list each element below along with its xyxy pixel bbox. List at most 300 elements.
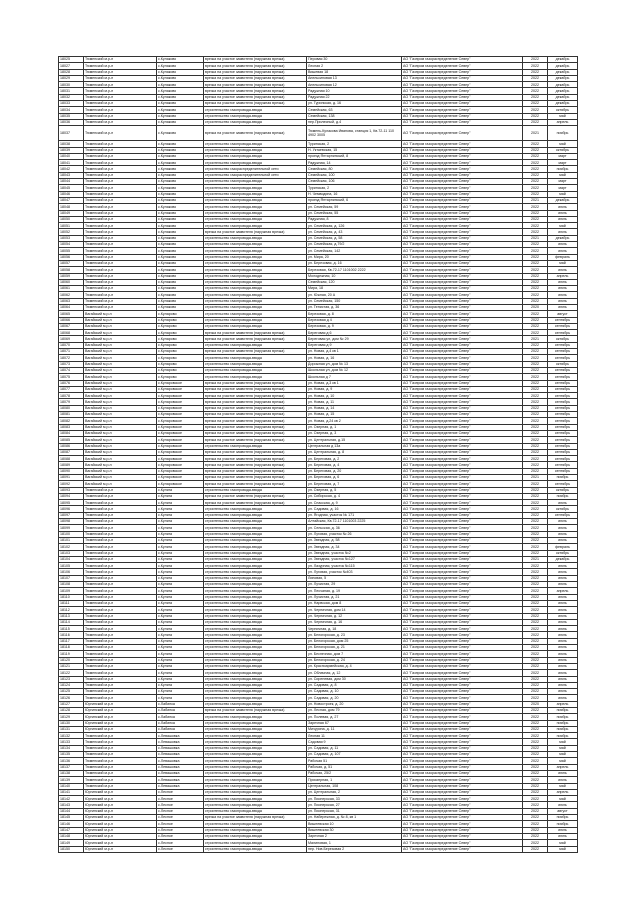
cell-address: Рабочая 51 [307, 758, 402, 764]
cell-district: Вагайский м.р-н [84, 393, 157, 399]
cell-year: 2022 [523, 626, 548, 632]
cell-year: 2022 [523, 682, 548, 688]
cell-address: ул. Березовая, д. 16 [307, 260, 402, 266]
cell-row-number: 18127 [59, 701, 84, 707]
cell-row-number: 18145 [59, 815, 84, 821]
cell-month: июль [548, 519, 578, 525]
cell-work-type: строительство газопровода-ввода [204, 512, 307, 518]
cell-year: 2022 [523, 720, 548, 726]
cell-row-number: 18060 [59, 279, 84, 285]
cell-row-number: 18070 [59, 342, 84, 348]
cell-work-type: строительство газопровода-ввода [204, 304, 307, 310]
cell-settlement: с.Левашовка [157, 764, 204, 770]
cell-settlement: с.Лесное [157, 833, 204, 839]
cell-work-type: строительство газопровода-ввода [204, 600, 307, 606]
cell-district: Вагайский м.р-н [84, 323, 157, 329]
cell-address: ул. Семейская, д.79/2 [307, 242, 402, 248]
cell-month: июнь [548, 304, 578, 310]
cell-row-number: 18142 [59, 796, 84, 802]
cell-work-type: врезка на участке заявителя (наружная врезка) [204, 88, 307, 94]
cell-year: 2022 [523, 380, 548, 386]
cell-work-type: врезка на участке заявителя (наружная врезка) [204, 424, 307, 430]
cell-district: Вагайский м.р-н [84, 481, 157, 487]
cell-address: Береговая д 6 [307, 330, 402, 336]
cell-work-type: строительство газопровода-ввода [204, 185, 307, 191]
cell-district: Тюменский м.р-н [84, 172, 157, 178]
cell-district: Тюменский м.р-н [84, 556, 157, 562]
cell-work-type: строительство газопровода-ввода [204, 525, 307, 531]
cell-settlement: с.Кулига [157, 487, 204, 493]
cell-district: Тюменский м.р-н [84, 582, 157, 588]
cell-organization: АО "Газпром газораспределение Север" [402, 101, 523, 107]
cell-organization: АО "Газпром газораспределение Север" [402, 493, 523, 499]
cell-organization: АО "Газпром газораспределение Север" [402, 556, 523, 562]
cell-organization: АО "Газпром газораспределение Север" [402, 405, 523, 411]
cell-row-number: 18041 [59, 160, 84, 166]
cell-organization: АО "Газпром газораспределение Север" [402, 833, 523, 839]
cell-work-type: врезка на участке заявителя (наружная врезка) [204, 57, 307, 63]
cell-year: 2022 [523, 248, 548, 254]
cell-settlement: с.Левашовка [157, 752, 204, 758]
cell-settlement: с.Кулаково [157, 185, 204, 191]
cell-month: сентябрь [548, 323, 578, 329]
cell-year: 2022 [523, 94, 548, 100]
cell-work-type: строительство газопровода-ввода [204, 191, 307, 197]
cell-row-number: 18104 [59, 556, 84, 562]
cell-settlement: с.Кулига [157, 588, 204, 594]
cell-row-number: 18107 [59, 575, 84, 581]
cell-district: Тюменский м.р-н [84, 600, 157, 606]
cell-month: июнь [548, 626, 578, 632]
cell-settlement: с.Кулаково [157, 254, 204, 260]
cell-organization: АО "Газпром газораспределение Север" [402, 418, 523, 424]
cell-row-number: 18084 [59, 430, 84, 436]
cell-row-number: 18059 [59, 273, 84, 279]
cell-address: ул. Звездная, участок №127 [307, 556, 402, 562]
cell-settlement: с.Кулаково [157, 107, 204, 113]
cell-row-number: 18140 [59, 783, 84, 789]
cell-year: 2022 [523, 405, 548, 411]
cell-work-type: строительство газопровода-ввода [204, 846, 307, 852]
cell-work-type: строительство газопровода-ввода [204, 147, 307, 153]
cell-settlement: с.Кулига [157, 544, 204, 550]
cell-settlement: с.Кулаково [157, 267, 204, 273]
cell-settlement: с.Кулаково [157, 204, 204, 210]
cell-year: 2022 [523, 367, 548, 373]
cell-work-type: врезка на участке заявителя (наружная врезка) [204, 349, 307, 355]
cell-district: Тюменский м.р-н [84, 689, 157, 695]
cell-settlement: с.Куларовское [157, 380, 204, 386]
cell-district: Юргинский м.р-н [84, 815, 157, 821]
cell-organization: АО "Газпром газораспределение Север" [402, 764, 523, 770]
cell-work-type: врезка на участке заявителя (наружная врезка) [204, 475, 307, 481]
cell-settlement: с.Лесное [157, 808, 204, 814]
cell-district: Тюменский м.р-н [84, 75, 157, 81]
cell-month: май [548, 113, 578, 119]
cell-organization: АО "Газпром газораспределение Север" [402, 808, 523, 814]
cell-settlement: с.Куларовское [157, 405, 204, 411]
cell-work-type: строительство газопровода-ввода [204, 777, 307, 783]
cell-district: Юргинский м.р-н [84, 726, 157, 732]
cell-settlement: с.Куларовское [157, 418, 204, 424]
cell-work-type: строительство газопровода-ввода [204, 267, 307, 273]
cell-organization: АО "Газпром газораспределение Север" [402, 600, 523, 606]
cell-district: Тюменский м.р-н [84, 101, 157, 107]
cell-year: 2022 [523, 330, 548, 336]
cell-address: Лесная 11 [307, 733, 402, 739]
cell-row-number: 18112 [59, 607, 84, 613]
cell-settlement: с.Левашовка [157, 770, 204, 776]
cell-organization: АО "Газпром газораспределение Север" [402, 462, 523, 468]
cell-year: 2022 [523, 670, 548, 676]
cell-organization: АО "Газпром газораспределение Север" [402, 317, 523, 323]
cell-month: ноябрь [548, 166, 578, 172]
cell-district: Юргинский м.р-н [84, 840, 157, 846]
cell-month: июль [548, 827, 578, 833]
cell-organization: АО "Газпром газораспределение Север" [402, 745, 523, 751]
cell-organization: АО "Газпром газораспределение Север" [402, 500, 523, 506]
cell-year: 2022 [523, 185, 548, 191]
cell-organization: АО "Газпром газораспределение Север" [402, 330, 523, 336]
cell-settlement: с.Куларово [157, 349, 204, 355]
cell-address: ул. Нарвская, дом 8 [307, 600, 402, 606]
cell-month: октябрь [548, 550, 578, 556]
cell-organization: АО "Газпром газораспределение Север" [402, 242, 523, 248]
cell-organization: АО "Газпром газораспределение Север" [402, 752, 523, 758]
cell-address: Вишевая 18 [307, 69, 402, 75]
cell-row-number: 18071 [59, 349, 84, 355]
cell-organization: АО "Газпром газораспределение Север" [402, 651, 523, 657]
cell-month: ноябрь [548, 815, 578, 821]
cell-address: ул. Семейская, д. 43 [307, 229, 402, 235]
cell-month: май [548, 840, 578, 846]
cell-organization: АО "Газпром газораспределение Север" [402, 304, 523, 310]
cell-organization: АО "Газпром газораспределение Север" [402, 342, 523, 348]
cell-district: Тюменский м.р-н [84, 216, 157, 222]
cell-year: 2021 [523, 475, 548, 481]
cell-month: сентябрь [548, 349, 578, 355]
cell-address: ул. Новая, д. 11 [307, 399, 402, 405]
cell-year: 2022 [523, 550, 548, 556]
cell-year: 2022 [523, 796, 548, 802]
cell-month: июль [548, 582, 578, 588]
cell-year: 2022 [523, 279, 548, 285]
cell-address: Радужная 10 [307, 88, 402, 94]
cell-district: Тюменский м.р-н [84, 563, 157, 569]
cell-address: ул. Белогорская, д. 21 [307, 645, 402, 651]
cell-year: 2022 [523, 544, 548, 550]
cell-settlement: с.Кулига [157, 613, 204, 619]
cell-district: Тюменский м.р-н [84, 229, 157, 235]
cell-year: 2022 [523, 512, 548, 518]
cell-address: пер. Нов.Березовая 2 [307, 846, 402, 852]
cell-address: Заречная 2 [307, 833, 402, 839]
cell-settlement: с.Куларовское [157, 386, 204, 392]
cell-district: Вагайский м.р-н [84, 317, 157, 323]
cell-year: 2021 [523, 235, 548, 241]
cell-month: декабрь [548, 75, 578, 81]
cell-address: Малиновая, 1 [307, 840, 402, 846]
cell-month: сентябрь [548, 342, 578, 348]
cell-month: март [548, 179, 578, 185]
cell-month: ноябрь [548, 475, 578, 481]
cell-row-number: 18088 [59, 456, 84, 462]
cell-work-type: строительство газопровода-ввода [204, 569, 307, 575]
cell-year: 2022 [523, 802, 548, 808]
cell-work-type: строительство газопровода-ввода [204, 632, 307, 638]
cell-row-number: 18148 [59, 833, 84, 839]
cell-organization: АО "Газпром газораспределение Север" [402, 197, 523, 203]
cell-settlement: с.Кулига [157, 569, 204, 575]
cell-address: ул. Облачная, д. 12 [307, 670, 402, 676]
cell-settlement: с.Кулаково [157, 229, 204, 235]
cell-address: Семейская, 138 [307, 113, 402, 119]
cell-work-type: строительство газопровода-ввода [204, 821, 307, 827]
cell-settlement: с.Кулига [157, 506, 204, 512]
registry-sheet [58, 56, 578, 853]
cell-work-type: строительство газопровода-ввода [204, 733, 307, 739]
cell-row-number: 18061 [59, 286, 84, 292]
cell-address: Березовая, д. 9 [307, 323, 402, 329]
cell-work-type: врезка на участке заявителя (наружная врезка) [204, 468, 307, 474]
cell-month: сентябрь [548, 393, 578, 399]
cell-month: сентябрь [548, 367, 578, 373]
cell-district: Тюменский м.р-н [84, 267, 157, 273]
cell-address: Радужная, 8 [307, 216, 402, 222]
cell-year: 2022 [523, 456, 548, 462]
cell-work-type: строительство газопровода-ввода [204, 575, 307, 581]
cell-organization: АО "Газпром газораспределение Север" [402, 172, 523, 178]
cell-work-type: строительство газопровода-ввода [204, 355, 307, 361]
cell-organization: АО "Газпром газораспределение Север" [402, 802, 523, 808]
cell-district: Тюменский м.р-н [84, 645, 157, 651]
cell-month: октябрь [548, 107, 578, 113]
cell-settlement: с.Куларово [157, 323, 204, 329]
cell-month: июль [548, 632, 578, 638]
cell-district: Тюменский м.р-н [84, 191, 157, 197]
cell-organization: АО "Газпром газораспределение Север" [402, 519, 523, 525]
cell-work-type: строительство газопровода-ввода [204, 273, 307, 279]
cell-row-number: 18133 [59, 739, 84, 745]
cell-row-number: 18079 [59, 399, 84, 405]
cell-row-number: 18096 [59, 506, 84, 512]
cell-month: июль [548, 619, 578, 625]
cell-district: Тюменский м.р-н [84, 141, 157, 147]
cell-district: Юргинский м.р-н [84, 714, 157, 720]
cell-row-number: 18078 [59, 393, 84, 399]
cell-settlement: с.Куларовское [157, 437, 204, 443]
cell-district: Тюменский м.р-н [84, 235, 157, 241]
cell-month: декабрь [548, 235, 578, 241]
cell-organization: АО "Газпром газораспределение Север" [402, 361, 523, 367]
cell-month: сентябрь [548, 462, 578, 468]
cell-organization: АО "Газпром газораспределение Север" [402, 399, 523, 405]
cell-row-number: 18033 [59, 101, 84, 107]
cell-row-number: 18051 [59, 223, 84, 229]
cell-organization: АО "Газпром газораспределение Север" [402, 82, 523, 88]
cell-month: сентябрь [548, 412, 578, 418]
cell-district: Тюменский м.р-н [84, 197, 157, 203]
cell-settlement: с.Кулига [157, 607, 204, 613]
cell-year: 2022 [523, 317, 548, 323]
cell-work-type: строительство газопровода-ввода [204, 361, 307, 367]
cell-year: 2021 [523, 556, 548, 562]
cell-district: Вагайский м.р-н [84, 412, 157, 418]
cell-work-type: врезка на участке заявителя (наружная врезка) [204, 393, 307, 399]
cell-work-type: строительство газопровода-ввода [204, 323, 307, 329]
cell-work-type: врезка на участке заявителя (наружная врезка) [204, 412, 307, 418]
cell-organization: АО "Газпром газораспределение Север" [402, 619, 523, 625]
cell-organization: АО "Газпром газораспределение Север" [402, 298, 523, 304]
cell-settlement: с.Левашовка [157, 783, 204, 789]
cell-month: июнь [548, 695, 578, 701]
cell-district: Тюменский м.р-н [84, 242, 157, 248]
cell-settlement: с.Куларово [157, 330, 204, 336]
cell-month: июль [548, 682, 578, 688]
cell-row-number: 18105 [59, 563, 84, 569]
cell-organization: АО "Газпром газораспределение Север" [402, 412, 523, 418]
cell-year: 2022 [523, 342, 548, 348]
cell-year: 2022 [523, 82, 548, 88]
cell-work-type: строительство газопровода-ввода [204, 563, 307, 569]
cell-settlement: с.Кулаково [157, 292, 204, 298]
cell-address: ул. Сибирская, д. 4 [307, 493, 402, 499]
cell-address: ул. Лесная, дом 79 [307, 707, 402, 713]
cell-settlement: с.Кулига [157, 550, 204, 556]
cell-organization: АО "Газпром газораспределение Север" [402, 456, 523, 462]
cell-month: апрель [548, 789, 578, 795]
cell-month: сентябрь [548, 418, 578, 424]
cell-work-type: строительство газопровода-ввода [204, 638, 307, 644]
cell-work-type: строительство газопровода-ввода [204, 789, 307, 795]
cell-month: июль [548, 638, 578, 644]
cell-work-type: врезка на участке заявителя (наружная врезка) [204, 69, 307, 75]
cell-organization: АО "Газпром газораспределение Север" [402, 777, 523, 783]
cell-district: Тюменский м.р-н [84, 166, 157, 172]
cell-work-type: строительство газопровода-ввода [204, 210, 307, 216]
cell-year: 2020 [523, 304, 548, 310]
cell-organization: АО "Газпром газораспределение Север" [402, 720, 523, 726]
cell-row-number: 18123 [59, 676, 84, 682]
cell-organization: АО "Газпром газораспределение Север" [402, 544, 523, 550]
cell-month: апрель [548, 701, 578, 707]
cell-address: ул. Новая, д. 16 [307, 355, 402, 361]
cell-year: 2022 [523, 714, 548, 720]
cell-organization: АО "Газпром газораспределение Север" [402, 216, 523, 222]
cell-year: 2022 [523, 821, 548, 827]
cell-work-type: строительство газопровода-ввода [204, 342, 307, 348]
cell-organization: АО "Газпром газораспределение Север" [402, 374, 523, 380]
cell-month: май [548, 141, 578, 147]
cell-work-type: строительство газопровода-ввода [204, 153, 307, 159]
cell-organization: АО "Газпром газораспределение Север" [402, 126, 523, 141]
cell-address: ул. Садовая, д. 8 [307, 682, 402, 688]
cell-organization: АО "Газпром газораспределение Север" [402, 223, 523, 229]
cell-settlement: с.Куларовское [157, 412, 204, 418]
cell-address: ул. Озерная, д. 3 [307, 430, 402, 436]
cell-month: май [548, 260, 578, 266]
cell-year: 2022 [523, 229, 548, 235]
cell-district: Юргинский м.р-н [84, 808, 157, 814]
cell-year: 2022 [523, 393, 548, 399]
cell-row-number: 18136 [59, 758, 84, 764]
cell-organization: АО "Газпром газораспределение Север" [402, 107, 523, 113]
cell-district: Тюменский м.р-н [84, 764, 157, 770]
cell-settlement: с.Кулаково [157, 126, 204, 141]
cell-settlement: с.Куларовское [157, 393, 204, 399]
cell-address: Алтайская, Кв.72-17 1101003 2225 [307, 519, 402, 525]
cell-year: 2022 [523, 311, 548, 317]
cell-address: Вишневская 10 [307, 821, 402, 827]
cell-district: Тюменский м.р-н [84, 304, 157, 310]
cell-organization: АО "Газпром газораспределение Север" [402, 815, 523, 821]
cell-district: Тюменский м.р-н [84, 594, 157, 600]
cell-year: 2022 [523, 254, 548, 260]
cell-district: Тюменский м.р-н [84, 544, 157, 550]
cell-address: ул. Пионерская, 27 [307, 802, 402, 808]
cell-work-type: врезка на участке заявителя (наружная врезка) [204, 75, 307, 81]
cell-district: Вагайский м.р-н [84, 311, 157, 317]
cell-settlement: с.Кулаково [157, 166, 204, 172]
cell-row-number: 18044 [59, 179, 84, 185]
cell-row-number: 18108 [59, 582, 84, 588]
cell-row-number: 18122 [59, 670, 84, 676]
cell-settlement: с.Куларово [157, 311, 204, 317]
cell-address: Мичурина, д. 11 [307, 726, 402, 732]
cell-district: Тюменский м.р-н [84, 537, 157, 543]
cell-row-number: 18124 [59, 682, 84, 688]
cell-address: Туринская, 2 [307, 141, 402, 147]
cell-organization: АО "Газпром газораспределение Север" [402, 443, 523, 449]
cell-address: ул. Мира, 20 [307, 254, 402, 260]
cell-district: Тюменский м.р-н [84, 94, 157, 100]
cell-work-type: строительство газопровода-ввода [204, 657, 307, 663]
cell-organization: АО "Газпром газораспределение Север" [402, 386, 523, 392]
cell-row-number: 18083 [59, 424, 84, 430]
cell-row-number: 18117 [59, 638, 84, 644]
cell-work-type: строительство газопровода-ввода [204, 197, 307, 203]
cell-row-number: 18146 [59, 821, 84, 827]
cell-row-number: 18080 [59, 405, 84, 411]
cell-organization: АО "Газпром газораспределение Север" [402, 204, 523, 210]
cell-year: 2022 [523, 267, 548, 273]
cell-year: 2022 [523, 113, 548, 119]
cell-month: июль [548, 229, 578, 235]
cell-organization: АО "Газпром газораспределение Север" [402, 789, 523, 795]
cell-year: 2022 [523, 355, 548, 361]
cell-organization: АО "Газпром газораспределение Север" [402, 468, 523, 474]
cell-month: июль [548, 670, 578, 676]
cell-row-number: 18048 [59, 204, 84, 210]
cell-settlement: с.Лесное [157, 815, 204, 821]
cell-work-type: врезка на участке заявителя (наружная врезка) [204, 418, 307, 424]
cell-district: Вагайский м.р-н [84, 399, 157, 405]
cell-organization: АО "Газпром газораспределение Север" [402, 657, 523, 663]
cell-row-number: 18028 [59, 69, 84, 75]
cell-district: Вагайский м.р-н [84, 437, 157, 443]
cell-year: 2022 [523, 764, 548, 770]
cell-address: Молодежная, 10 [307, 273, 402, 279]
cell-month: ноябрь [548, 733, 578, 739]
cell-year: 2022 [523, 563, 548, 569]
cell-row-number: 18067 [59, 323, 84, 329]
cell-district: Тюменский м.р-н [84, 519, 157, 525]
cell-row-number: 18119 [59, 651, 84, 657]
cell-row-number: 18066 [59, 317, 84, 323]
cell-organization: АО "Газпром газораспределение Север" [402, 626, 523, 632]
cell-settlement: с.Левашовка [157, 777, 204, 783]
cell-settlement: с.Кулаково [157, 298, 204, 304]
